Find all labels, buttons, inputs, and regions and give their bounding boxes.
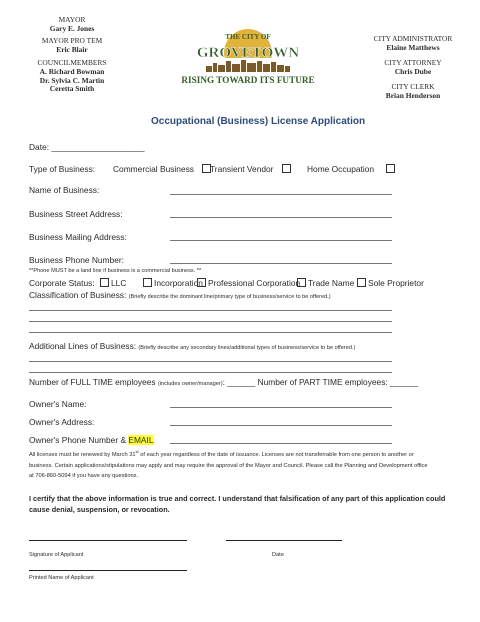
admin-name: Elaine Matthews	[386, 42, 440, 52]
protem-title: MAYOR PRO TEM	[41, 36, 103, 46]
clerk-title: CITY CLERK	[391, 82, 435, 92]
classification-note: (Briefly describe the dominant line/primary type of business/service to be offered.)	[128, 294, 331, 300]
classification-line-3[interactable]	[29, 332, 392, 333]
business-name-label: Name of Business:	[29, 185, 100, 195]
owner-name-line[interactable]	[170, 407, 392, 408]
owner-phone-label: Owner's Phone Number & EMAIL	[29, 435, 154, 445]
employees-row[interactable]	[29, 377, 418, 389]
business-phone-label: Business Phone Number:	[29, 255, 124, 265]
additional-lines-label: Additional Lines of Business: (Briefly describe any secondary lines/additional types of business/service to be offered.)	[29, 341, 356, 351]
classification-line-1[interactable]	[29, 310, 392, 311]
type-transient-checkbox[interactable]	[282, 164, 291, 173]
type-commercial-label: Commercial Business	[113, 164, 194, 174]
corp-inc-option[interactable]	[143, 278, 203, 288]
corp-llc-label: LLC	[111, 278, 127, 288]
mayor-title: MAYOR	[58, 15, 86, 24]
owner-name-label: Owner's Name:	[29, 399, 87, 409]
protem-name: Eric Blair	[56, 44, 88, 54]
type-home-checkbox[interactable]	[386, 164, 395, 173]
logo-top-text: THE CITY OF	[225, 33, 271, 41]
classification-label: Classification of Business: (Briefly describe the dominant line/primary type of business/service to be offered.)	[29, 290, 331, 300]
mailing-address-label: Business Mailing Address:	[29, 232, 127, 242]
header-right	[360, 35, 466, 101]
signature-date-label: Date	[272, 552, 284, 558]
classification-line-2[interactable]	[29, 321, 392, 322]
date-field[interactable]: Date: ____________________	[29, 142, 145, 152]
corp-inc-label: Incorporation	[154, 278, 203, 288]
corp-inc-checkbox[interactable]	[143, 278, 152, 287]
type-transient-option[interactable]	[210, 164, 293, 174]
owner-address-line[interactable]	[170, 425, 392, 426]
fulltime-blank[interactable]: : ______	[222, 377, 256, 387]
owner-phone-line[interactable]	[170, 443, 392, 444]
type-home-label: Home Occupation	[307, 164, 375, 174]
phone-note: **Phone MUST be a land line if business is a commercial business. **	[29, 268, 202, 274]
parttime-label[interactable]: Number of PART TIME employees: ______	[257, 377, 418, 387]
additional-lines-note: (Briefly describe any secondary lines/additional types of business/service to be offered.)	[138, 345, 356, 351]
business-name-line[interactable]	[170, 194, 392, 195]
signature-line[interactable]	[29, 540, 187, 541]
city-logo-graphic	[181, 20, 315, 92]
logo-slogan-text: RISING TOWARD ITS FUTURE	[181, 75, 315, 85]
corp-trade-label: Trade Name	[308, 278, 355, 288]
corp-sole-checkbox[interactable]	[357, 278, 366, 287]
city-logo	[181, 20, 315, 92]
additional-line-2[interactable]	[29, 372, 392, 373]
business-type-label: Type of Business:	[29, 164, 96, 174]
corp-llc-checkbox[interactable]	[100, 278, 109, 287]
corp-llc-option[interactable]	[100, 278, 126, 288]
renewal-paragraph: All licenses must be renewed by March 31st of each year regardless of the date of issuance. Licenses are not transferrable from one person to another or business. Certain applications/stipulations may apply and may require the approval of the Mayor and Council. Please call the Planning and Development office at 706-860-5094 if you have any questions.	[29, 449, 428, 480]
email-highlight: EMAIL	[128, 435, 154, 445]
council-member-3: Ceretta Smith	[49, 84, 95, 94]
council-member-2: Dr. Sylvia C. Martin	[39, 75, 105, 85]
admin-title: CITY ADMINISTRATOR	[373, 34, 453, 43]
mailing-address-line[interactable]	[170, 240, 392, 241]
printed-name-line[interactable]	[29, 570, 187, 571]
corp-trade-checkbox[interactable]	[297, 278, 306, 287]
council-member-1: A. Richard Bowman	[39, 66, 105, 76]
fulltime-label: Number of FULL TIME employees	[29, 377, 156, 387]
page-title: Occupational (Business) License Application	[151, 116, 366, 127]
street-address-line[interactable]	[170, 217, 392, 218]
corp-prof-label: Professional Corporation	[208, 278, 301, 288]
printed-name-label: Printed Name of Applicant	[29, 575, 94, 581]
owner-address-label: Owner's Address:	[29, 417, 95, 427]
certification-statement: I certify that the above information is true and correct. I understand that falsification of any part of this application could cause denial, suspension, or revocation.	[29, 494, 446, 514]
corp-sole-option[interactable]	[357, 278, 424, 288]
additional-line-1[interactable]	[29, 361, 392, 362]
signature-date-line[interactable]	[226, 540, 342, 541]
type-home-option[interactable]	[307, 164, 397, 174]
corp-sole-label: Sole Proprietor	[368, 278, 424, 288]
street-address-label: Business Street Address:	[29, 209, 123, 219]
corp-trade-option[interactable]	[297, 278, 354, 288]
clerk-name: Brian Henderson	[385, 90, 441, 100]
corp-prof-checkbox[interactable]	[197, 278, 206, 287]
business-phone-line[interactable]	[170, 263, 392, 264]
council-title: COUNCILMEMBERS	[37, 58, 107, 68]
fulltime-note: (includes owner/manager)	[157, 381, 223, 387]
attorney-name: Chris Dube	[394, 66, 432, 76]
type-commercial-option[interactable]	[113, 164, 213, 174]
attorney-title: CITY ATTORNEY	[384, 58, 442, 68]
logo-name-text: GROVETOWN	[196, 45, 300, 61]
signature-label: Signature of Applicant	[29, 552, 84, 558]
corp-prof-option[interactable]	[197, 278, 300, 288]
corporate-status-label: Corporate Status:	[29, 278, 95, 288]
mayor-name: Gary E. Jones	[49, 23, 95, 33]
header-left	[20, 16, 124, 94]
type-transient-label: Transient Vendor	[210, 164, 274, 174]
